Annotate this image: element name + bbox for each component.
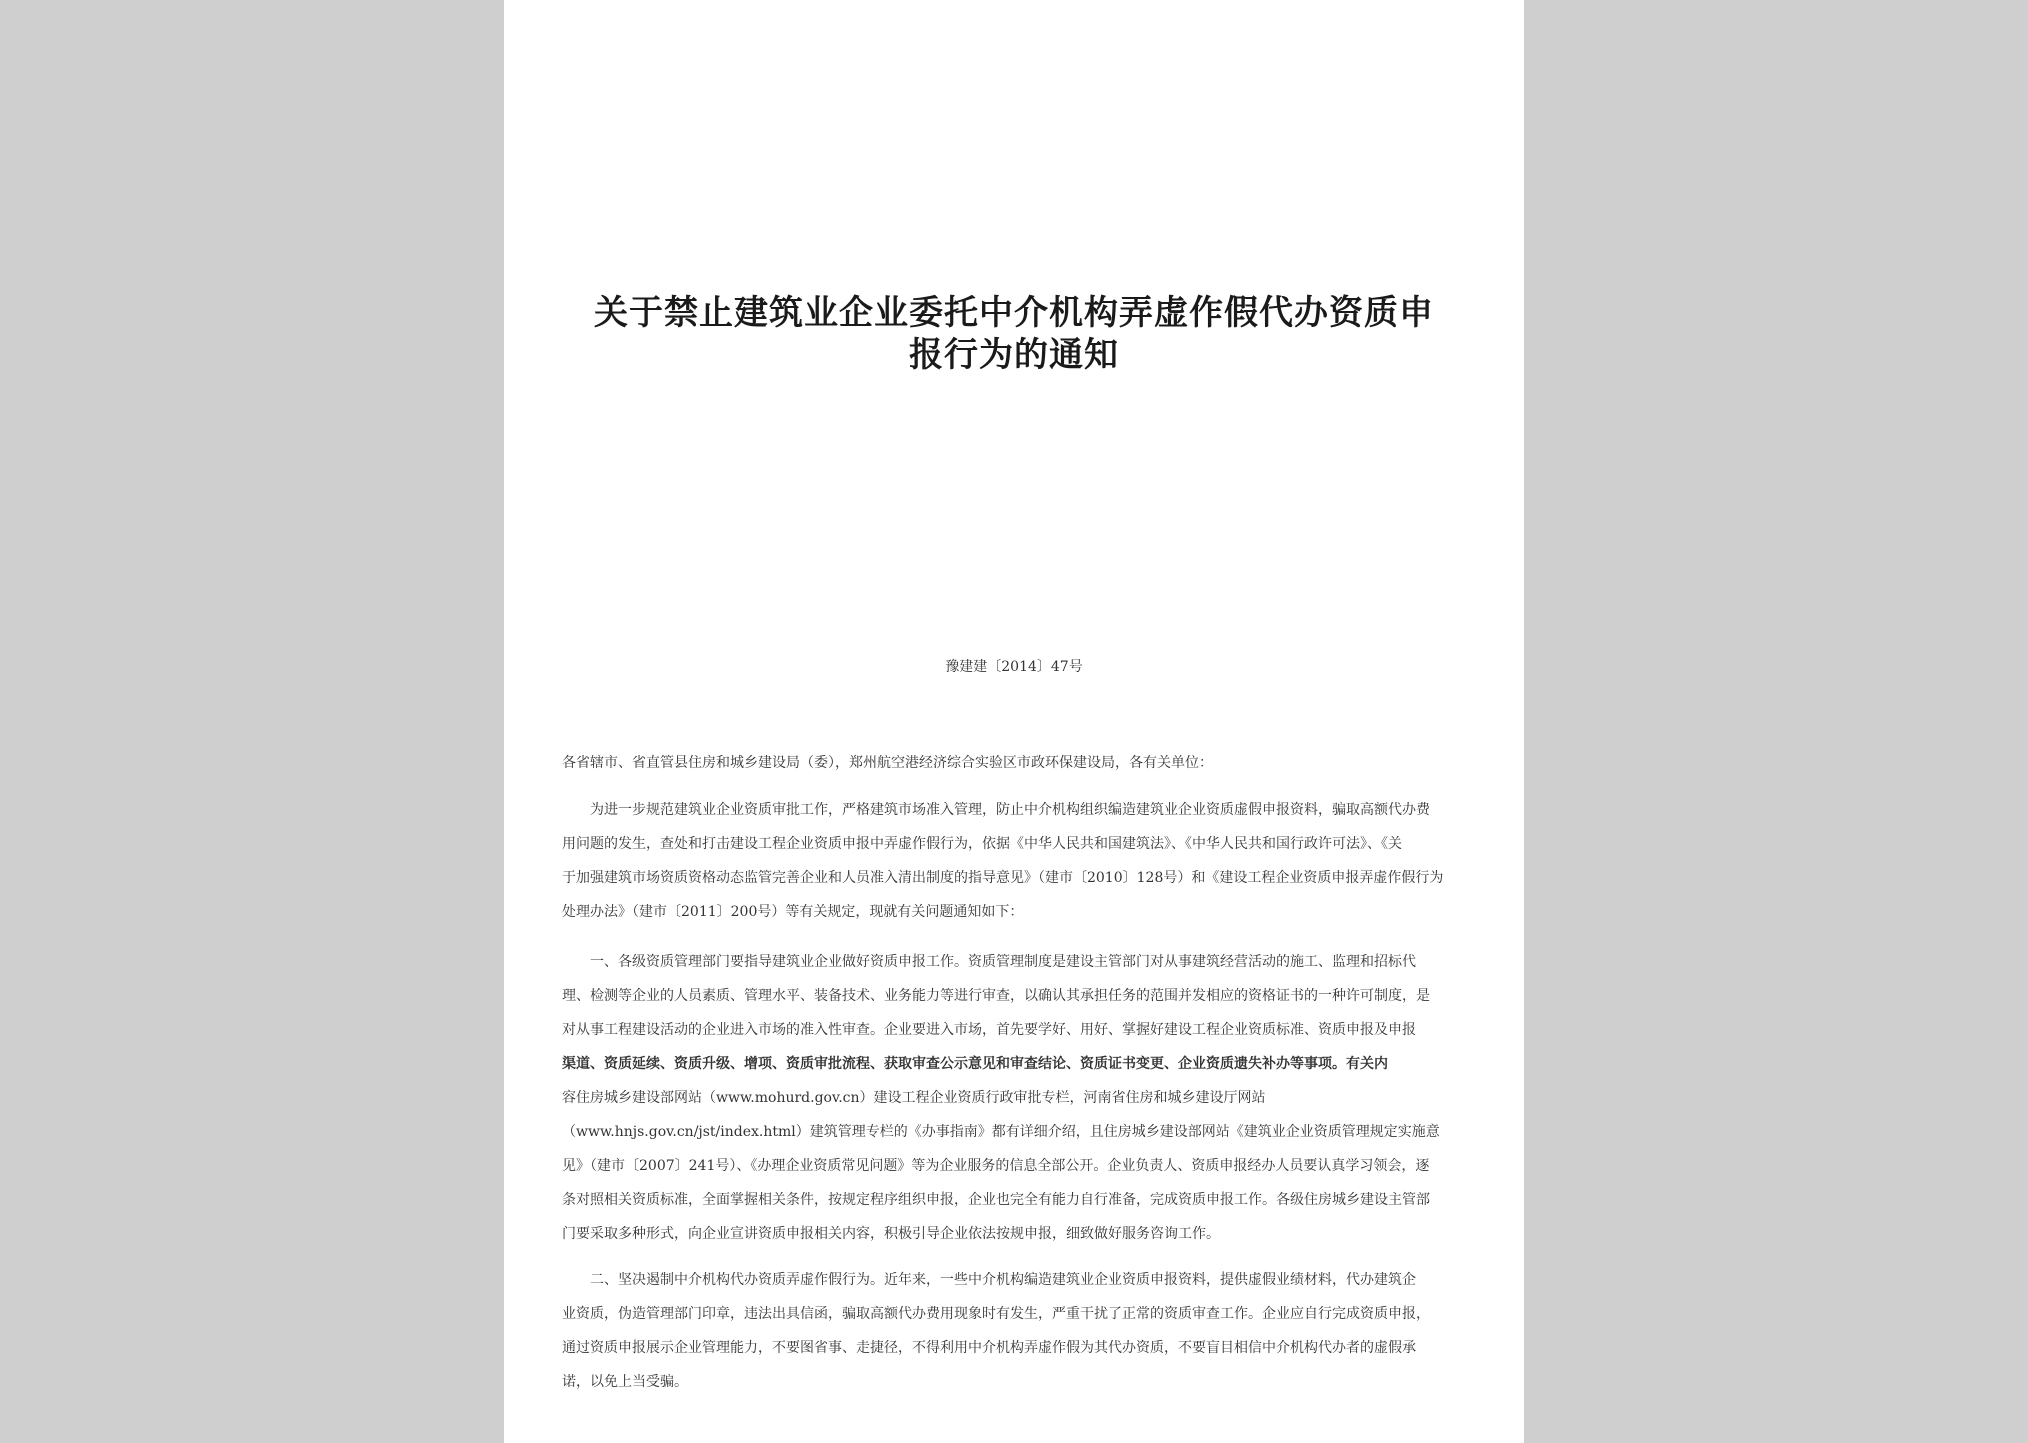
- paragraph-line: 见》（建市〔2007〕241号）、《办理企业资质常见问题》等为企业服务的信息全部公开。企业负责人、资质申报经办人员要认真学习领会，逐: [562, 1158, 1430, 1174]
- paragraph-line: 为进一步规范建筑业企业资质审批工作，严格建筑市场准入管理，防止中介机构组织编造建筑业企业资质虚假申报资料，骗取高额代办费: [562, 802, 1430, 818]
- paragraph-line: 诺，以免上当受骗。: [562, 1374, 688, 1390]
- paragraph-line: 业资质，伪造管理部门印章，违法出具信函，骗取高额代办费用现象时有发生，严重干扰了正常的资质审查工作。企业应自行完成资质申报，: [562, 1306, 1430, 1322]
- document-title: [564, 292, 1464, 376]
- paragraph-section-one: [562, 945, 1472, 1251]
- document-number: 豫建建〔2014〕47号: [945, 659, 1083, 675]
- paragraph-line: 理、检测等企业的人员素质、管理水平、装备技术、业务能力等进行审查，以确认其承担任务的范围并发相应的资格证书的一种许可制度，是: [562, 988, 1430, 1004]
- paragraph-line: 对从事工程建设活动的企业进入市场的准入性审查。企业要进入市场，首先要学好、用好、掌握好建设工程企业资质标准、资质申报及申报: [562, 1022, 1416, 1038]
- paragraph-line: 通过资质申报展示企业管理能力，不要图省事、走捷径，不得利用中介机构弄虚作假为其代办资质，不要盲目相信中介机构代办者的虚假承: [562, 1340, 1416, 1356]
- title-line: 关于禁止建筑业企业委托中介机构弄虚作假代办资质申: [594, 293, 1434, 333]
- paragraph-line: 于加强建筑市场资质资格动态监管完善企业和人员准入清出制度的指导意见》（建市〔2010〕128号）和《建设工程企业资质申报弄虚作假行为: [562, 870, 1444, 886]
- paragraph-intro: [562, 793, 1472, 929]
- title-line: 报行为的通知: [909, 335, 1119, 375]
- paragraph-line: 容住房城乡建设部网站（www.mohurd.gov.cn）建设工程企业资质行政审批专栏，河南省住房和城乡建设厅网站: [562, 1090, 1266, 1106]
- paragraph-section-two: [562, 1263, 1472, 1399]
- paragraph-line: 门要采取多种形式，向企业宣讲资质申报相关内容，积极引导企业依法按规申报，细致做好服务咨询工作。: [562, 1226, 1220, 1242]
- paragraph-line: 二、坚决遏制中介机构代办资质弄虚作假行为。近年来，一些中介机构编造建筑业企业资质申报资料，提供虚假业绩材料，代办建筑企: [562, 1272, 1416, 1288]
- paragraph-line: 条对照相关资质标准，全面掌握相关条件，按规定程序组织申报，企业也完全有能力自行准备，完成资质申报工作。各级住房城乡建设主管部: [562, 1192, 1430, 1208]
- paragraph-line: （www.hnjs.gov.cn/jst/index.html）建筑管理专栏的《办事指南》都有详细介绍，且住房城乡建设部网站《建筑业企业资质管理规定实施意: [562, 1124, 1440, 1140]
- paragraph-line: 渠道、资质延续、资质升级、增项、资质审批流程、获取审查公示意见和审查结论、资质证书变更、企业资质遗失补办等事项。有关内: [562, 1056, 1388, 1072]
- paragraph-line: 用问题的发生，查处和打击建设工程企业资质申报中弄虚作假行为，依据《中华人民共和国建筑法》、《中华人民共和国行政许可法》、《关: [562, 836, 1402, 852]
- addressee-line: 各省辖市、省直管县住房和城乡建设局（委），郑州航空港经济综合实验区市政环保建设局，各有关单位：: [562, 755, 1213, 771]
- document-page: [504, 0, 1524, 1443]
- paragraph-line: 一、各级资质管理部门要指导建筑业企业做好资质申报工作。资质管理制度是建设主管部门对从事建筑经营活动的施工、监理和招标代: [562, 954, 1416, 970]
- paragraph-line: 处理办法》（建市〔2011〕200号）等有关规定，现就有关问题通知如下：: [562, 904, 1024, 920]
